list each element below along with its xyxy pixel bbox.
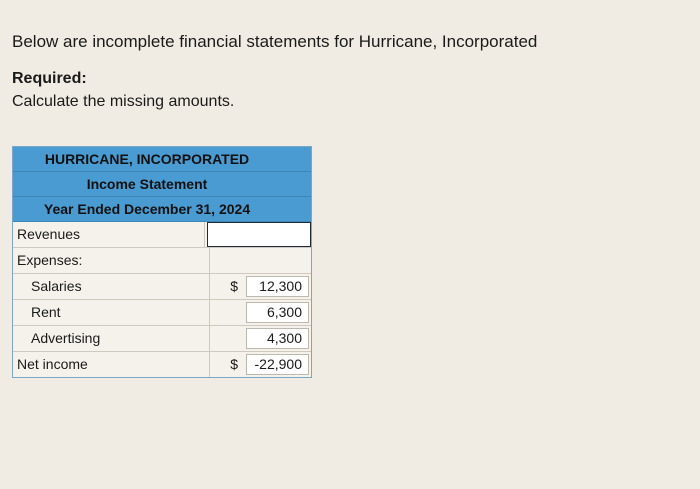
net-income-row xyxy=(13,352,311,377)
advertising-value: 4,300 xyxy=(246,328,309,349)
net-income-dollar-sign: $ xyxy=(230,356,238,372)
revenues-label: Revenues xyxy=(13,222,205,247)
advertising-row xyxy=(13,326,311,352)
statement-title-header: Income Statement xyxy=(13,172,311,197)
intro-text: Below are incomplete financial statements for Hurricane, Incorporated xyxy=(12,32,538,51)
required-instruction: Calculate the missing amounts. xyxy=(12,93,235,110)
advertising-label: Advertising xyxy=(13,326,210,351)
salaries-row xyxy=(13,274,311,300)
company-name-header: HURRICANE, INCORPORATED xyxy=(13,147,311,172)
salaries-dollar-sign: $ xyxy=(230,278,238,294)
net-income-label: Net income xyxy=(13,352,210,377)
revenues-row xyxy=(13,222,311,248)
salaries-label: Salaries xyxy=(13,274,210,299)
salaries-value: 12,300 xyxy=(246,276,309,297)
income-statement-table xyxy=(12,146,312,378)
expenses-row xyxy=(13,248,311,274)
statement-period-header: Year Ended December 31, 2024 xyxy=(13,197,311,222)
rent-label: Rent xyxy=(13,300,210,325)
revenues-input[interactable] xyxy=(207,222,311,247)
required-heading: Required: xyxy=(12,70,87,87)
expenses-label: Expenses: xyxy=(13,248,210,273)
rent-value: 6,300 xyxy=(246,302,309,323)
rent-row xyxy=(13,300,311,326)
net-income-value: -22,900 xyxy=(246,354,309,375)
